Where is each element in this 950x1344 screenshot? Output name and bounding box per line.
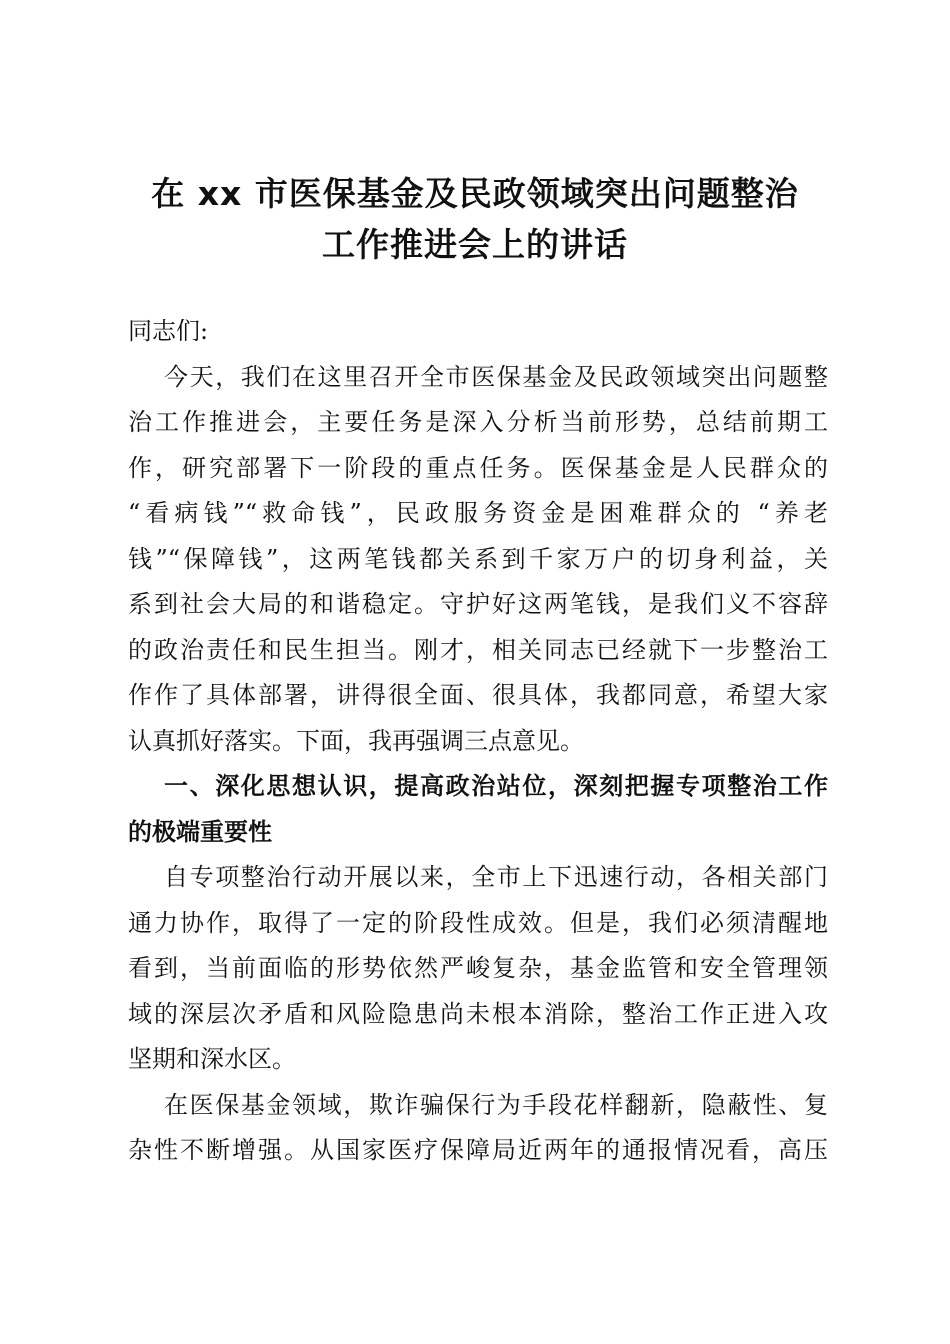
- document-body: [128, 309, 828, 1174]
- section-heading: [128, 764, 828, 855]
- paragraph-line: 系到社会大局的和谐稳定。守护好这两笔钱，是我们义不容辞: [128, 590, 828, 618]
- heading-line: 一、深化思想认识，提高政治站位，深刻把握专项整治工作: [164, 772, 828, 800]
- paragraph-line: 在医保基金领域，欺诈骗保行为手段花样翻新，隐蔽性、复: [164, 1090, 828, 1119]
- paragraph-line: 治工作推进会，主要任务是深入分析当前形势，总结前期工: [128, 408, 828, 436]
- paragraph: [128, 855, 828, 1083]
- paragraph: [128, 1083, 828, 1174]
- document-title: [100, 168, 850, 270]
- paragraph-line: “看病钱”“救命钱”，民政服务资金是困难群众的 “养老: [128, 499, 828, 527]
- paragraph-line: 钱”“保障钱”，这两笔钱都关系到千家万户的切身利益，关: [128, 544, 828, 573]
- paragraph-line: 杂性不断增强。从国家医疗保障局近两年的通报情况看，高压: [128, 1136, 828, 1164]
- paragraph: [128, 355, 828, 765]
- salutation: 同志们:: [128, 317, 209, 345]
- paragraph-line: 认真抓好落实。下面，我再强调三点意见。: [128, 726, 584, 755]
- paragraph-line: 看到，当前面临的形势依然严峻复杂，基金监管和安全管理领: [128, 954, 828, 982]
- paragraph-line: 域的深层次矛盾和风险隐患尚未根本消除，整治工作正进入攻: [128, 999, 828, 1028]
- paragraph-line: 自专项整治行动开展以来，全市上下迅速行动，各相关部门: [164, 863, 828, 891]
- paragraph-line: 今天，我们在这里召开全市医保基金及民政领域突出问题整: [164, 362, 828, 391]
- paragraph-line: 坚期和深水区。: [128, 1045, 296, 1073]
- paragraph-line: 作，研究部署下一阶段的重点任务。医保基金是人民群众的: [128, 453, 828, 482]
- title-line: 工作推进会上的讲话: [322, 225, 628, 264]
- paragraph-line: 通力协作，取得了一定的阶段性成效。但是，我们必须清醒地: [128, 908, 828, 937]
- title-line: 在 xx 市医保基金及民政领域突出问题整治: [151, 174, 799, 213]
- paragraph-line: 作作了具体部署，讲得很全面、很具体，我都同意，希望大家: [128, 681, 828, 709]
- paragraph-line: 的政治责任和民生担当。刚才，相关同志已经就下一步整治工: [128, 635, 828, 664]
- heading-line: 的极端重要性: [128, 817, 272, 846]
